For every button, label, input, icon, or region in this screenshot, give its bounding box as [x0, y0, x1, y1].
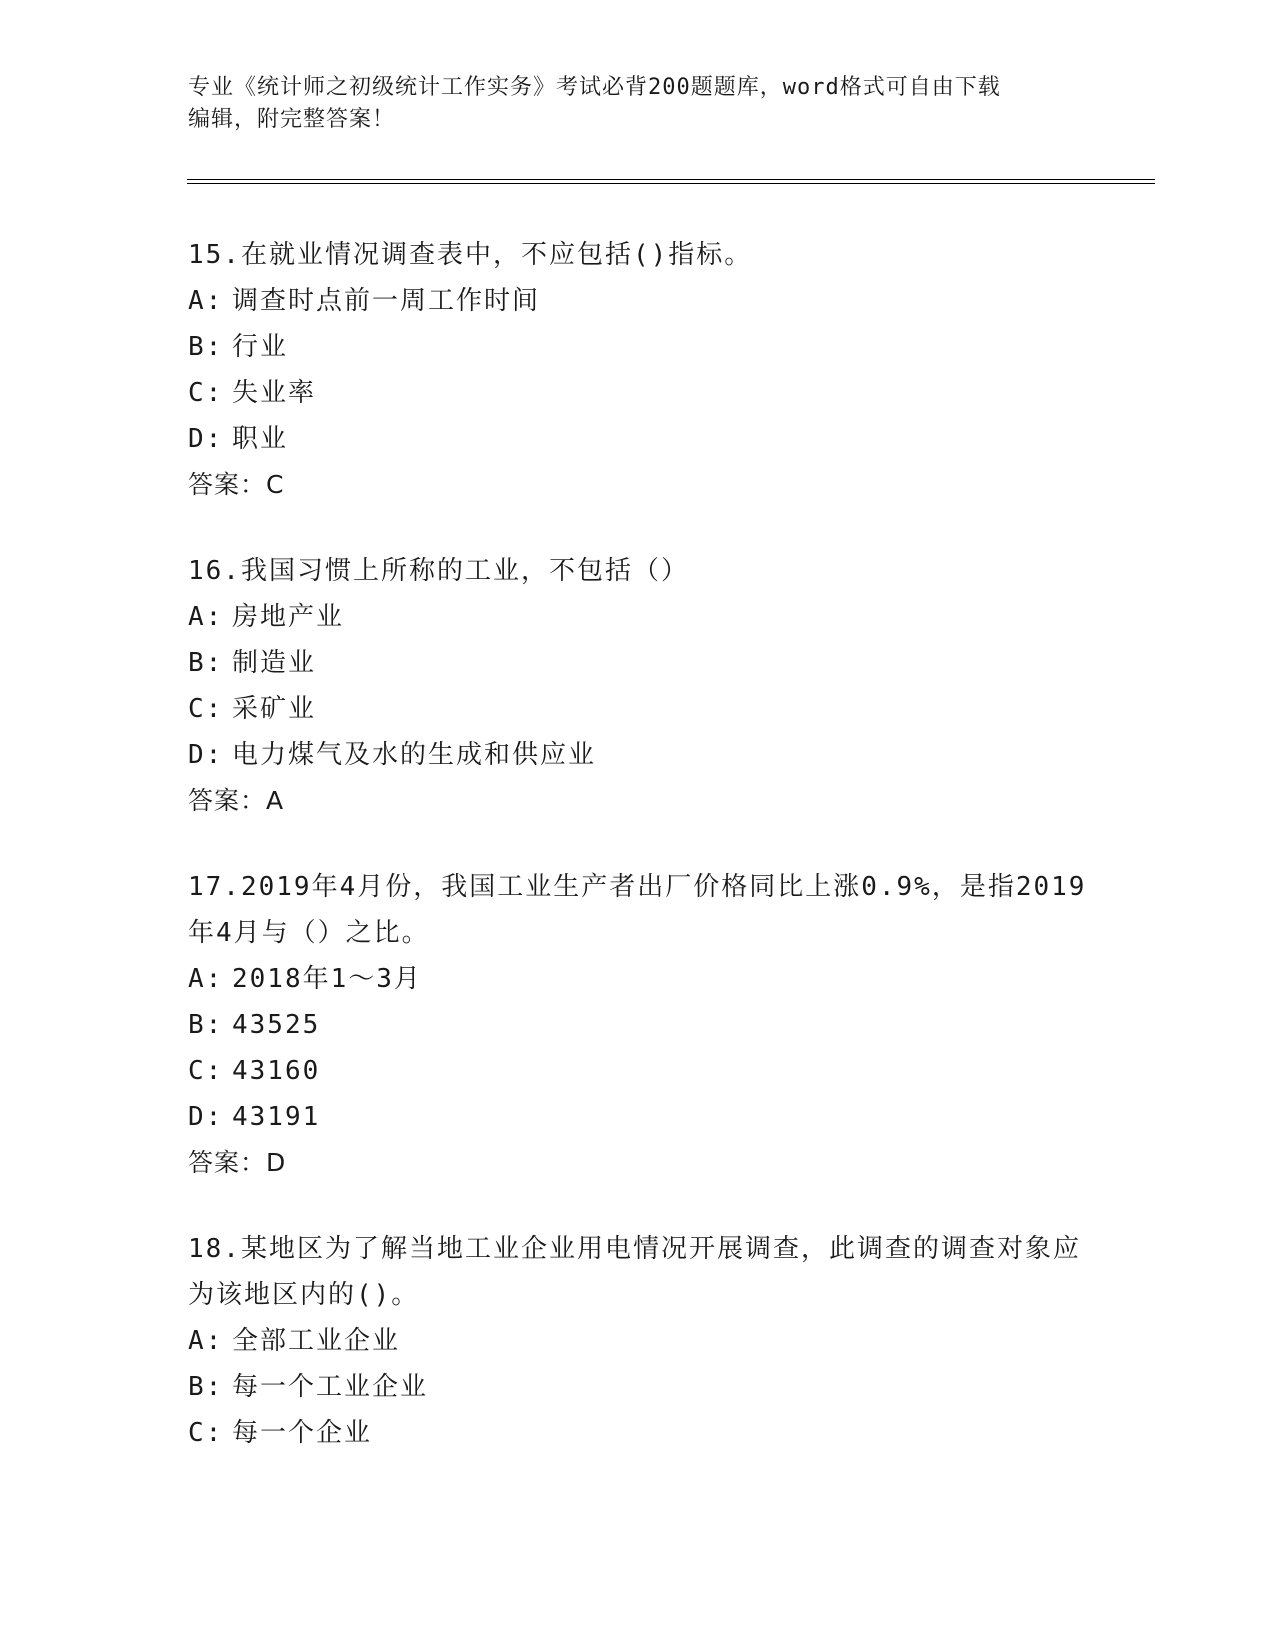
option-c	[188, 1410, 1088, 1456]
option-letter: B:	[188, 1010, 224, 1040]
option-c	[188, 686, 1088, 732]
option-letter: C:	[188, 694, 224, 724]
option-text: 采矿业	[232, 694, 317, 724]
header-divider-bottom	[187, 183, 1155, 184]
option-text: 每一个工业企业	[232, 1372, 429, 1402]
option-text: 全部工业企业	[232, 1326, 401, 1356]
document-header	[188, 72, 1088, 136]
option-text: 房地产业	[232, 602, 345, 632]
option-b	[188, 640, 1088, 686]
header-line-2: 编辑，附完整答案！	[188, 107, 396, 132]
question-stem: 17.2019年4月份，我国工业生产者出厂价格同比上涨0.9%，是指2019年4月与（）之比。	[188, 872, 1087, 948]
option-text: 每一个企业	[232, 1418, 373, 1448]
option-letter: A:	[188, 1326, 224, 1356]
question-stem: 18.某地区为了解当地工业企业用电情况开展调查，此调查的调查对象应为该地区内的()。	[188, 1234, 1081, 1310]
option-letter: C:	[188, 378, 224, 408]
option-letter: B:	[188, 648, 224, 678]
option-text: 调查时点前一周工作时间	[232, 286, 541, 316]
option-text: 2018年1～3月	[232, 964, 422, 994]
option-d	[188, 1094, 1088, 1140]
answer-line: 答案：C	[188, 470, 285, 499]
option-d	[188, 732, 1088, 778]
option-a	[188, 278, 1088, 324]
option-letter: D:	[188, 1102, 224, 1132]
option-letter: D:	[188, 740, 224, 770]
option-a	[188, 956, 1088, 1002]
question-16	[188, 548, 1088, 824]
option-letter: C:	[188, 1056, 224, 1086]
header-divider-top	[187, 179, 1155, 180]
answer-line: 答案：D	[188, 1148, 287, 1177]
option-letter: A:	[188, 286, 224, 316]
option-c	[188, 1048, 1088, 1094]
option-b	[188, 1002, 1088, 1048]
option-letter: B:	[188, 332, 224, 362]
option-letter: D:	[188, 424, 224, 454]
option-letter: C:	[188, 1418, 224, 1448]
question-15	[188, 232, 1088, 508]
option-text: 行业	[232, 332, 289, 362]
option-b	[188, 324, 1088, 370]
option-text: 43191	[232, 1102, 321, 1132]
option-text: 电力煤气及水的生成和供应业	[232, 740, 597, 770]
option-text: 职业	[232, 424, 289, 454]
option-d	[188, 416, 1088, 462]
option-a	[188, 594, 1088, 640]
question-18	[188, 1226, 1088, 1456]
question-stem: 16.我国习惯上所称的工业，不包括（）	[188, 556, 689, 586]
option-c	[188, 370, 1088, 416]
option-letter: B:	[188, 1372, 224, 1402]
option-a	[188, 1318, 1088, 1364]
question-list	[188, 232, 1088, 1496]
option-text: 43525	[232, 1010, 321, 1040]
option-text: 失业率	[232, 378, 317, 408]
option-letter: A:	[188, 602, 224, 632]
answer-line: 答案：A	[188, 786, 285, 815]
option-text: 制造业	[232, 648, 317, 678]
option-b	[188, 1364, 1088, 1410]
option-letter: A:	[188, 964, 224, 994]
question-stem: 15.在就业情况调查表中，不应包括()指标。	[188, 240, 753, 270]
option-text: 43160	[232, 1056, 321, 1086]
header-line-1: 专业《统计师之初级统计工作实务》考试必背200题题库，word格式可自由下载	[188, 75, 1001, 100]
question-17	[188, 864, 1088, 1186]
